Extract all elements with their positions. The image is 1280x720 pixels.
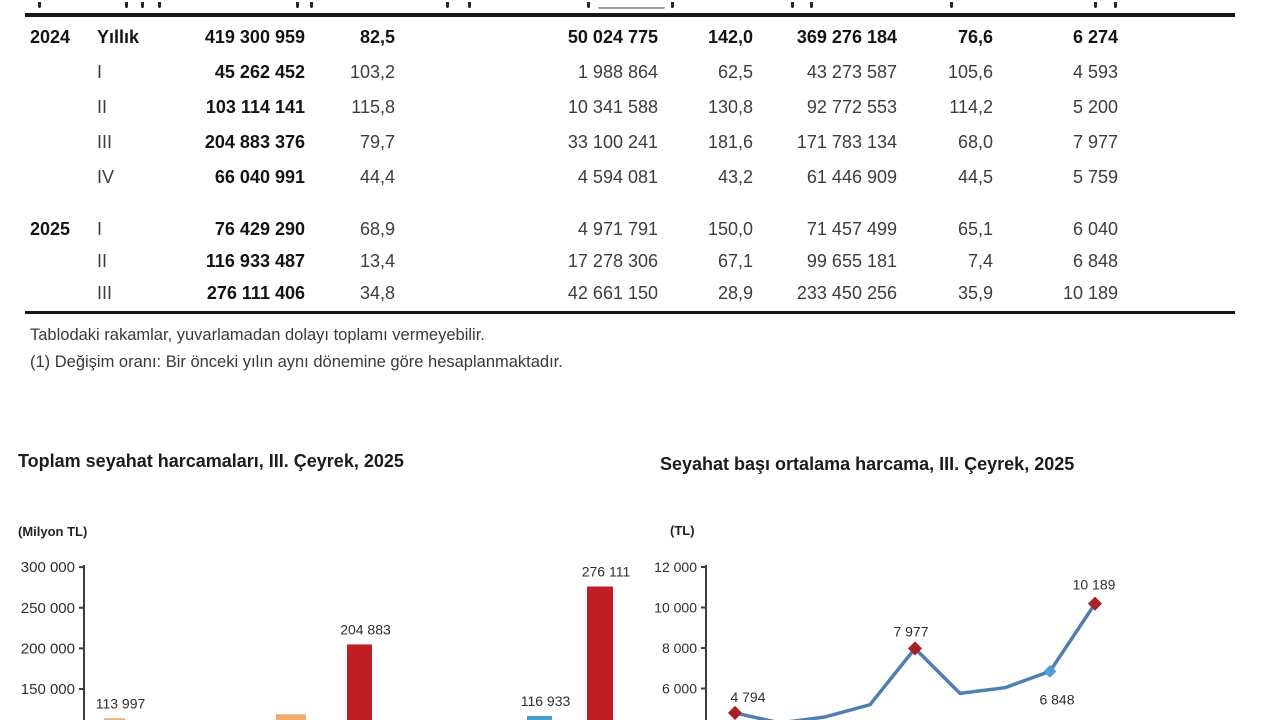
value-cell: 62,5 bbox=[717, 62, 753, 82]
value-cell: 50 024 775 bbox=[567, 27, 658, 47]
table-top-rule bbox=[25, 13, 1235, 17]
table-row bbox=[30, 125, 1118, 160]
charts-canvas bbox=[0, 500, 1280, 720]
point-value-label: 6 848 bbox=[1039, 691, 1075, 708]
bar-value-label: 276 111 bbox=[581, 563, 631, 580]
clipped-header-fragment bbox=[310, 2, 313, 8]
value-cell: 142,0 bbox=[707, 27, 753, 47]
value-cell: 44,5 bbox=[957, 167, 993, 187]
value-cell: 68,9 bbox=[359, 218, 395, 239]
value-cell: 76 429 290 bbox=[214, 218, 305, 239]
table-row bbox=[30, 90, 1118, 125]
bar-value-label: 116 933 bbox=[520, 692, 571, 709]
bar-chart-plot bbox=[21, 559, 631, 720]
value-cell: 76,6 bbox=[957, 27, 993, 47]
bar-value-label: 204 883 bbox=[340, 621, 391, 638]
value-cell: 42 661 150 bbox=[567, 282, 658, 303]
value-cell: 419 300 959 bbox=[204, 27, 305, 47]
value-cell: 10 341 588 bbox=[567, 97, 658, 117]
y-tick-label: 150 000 bbox=[20, 681, 75, 699]
clipped-header-fragment bbox=[38, 2, 41, 8]
value-cell: 276 111 406 bbox=[206, 282, 305, 303]
line-chart-unit-label: (TL) bbox=[670, 523, 695, 538]
y-tick-label: 12 000 bbox=[654, 559, 697, 575]
clipped-header-fragment bbox=[141, 2, 144, 8]
clipped-header-fragment bbox=[468, 2, 471, 8]
bar-chart-unit-label: (Milyon TL) bbox=[18, 524, 88, 539]
bar-value-label: 113 997 bbox=[95, 695, 146, 712]
value-cell: 150,0 bbox=[707, 218, 753, 239]
value-cell: 71 457 499 bbox=[806, 218, 897, 239]
value-cell: 233 450 256 bbox=[796, 282, 897, 303]
value-cell: 5 200 bbox=[1072, 97, 1118, 117]
clipped-header-fragment bbox=[587, 2, 590, 8]
period-cell: III bbox=[97, 132, 113, 152]
point-value-label: 7 977 bbox=[893, 623, 929, 640]
value-cell: 4 971 791 bbox=[577, 218, 658, 239]
value-cell: 10 189 bbox=[1062, 282, 1118, 303]
y-tick-label: 10 000 bbox=[654, 599, 697, 616]
y-tick-label: 250 000 bbox=[20, 599, 75, 617]
table-footnote-change-rate: (1) Değişim oranı: Bir önceki yılın aynı dönemine göre hesaplanmaktadır. bbox=[30, 353, 563, 371]
value-cell: 35,9 bbox=[957, 282, 993, 303]
value-cell: 17 278 306 bbox=[567, 250, 658, 271]
line-chart-title: Seyahat başı ortalama harcama, III. Çeyrek, 2025 bbox=[660, 454, 1075, 474]
clipped-header-fragment bbox=[791, 2, 794, 8]
data-table bbox=[30, 20, 1118, 309]
table-row bbox=[30, 213, 1118, 245]
table-row bbox=[30, 20, 1118, 55]
value-cell: 1 988 864 bbox=[577, 62, 658, 82]
y-tick-label: 8 000 bbox=[661, 640, 697, 656]
year-cell: 2025 bbox=[30, 218, 71, 239]
table-bottom-rule bbox=[25, 311, 1235, 314]
period-cell: II bbox=[97, 97, 108, 117]
bar bbox=[276, 714, 306, 720]
table-row bbox=[30, 277, 1118, 309]
bar bbox=[527, 716, 552, 720]
point-value-label: 10 189 bbox=[1072, 576, 1116, 593]
clipped-header-fragment bbox=[158, 2, 161, 8]
table-group-spacer bbox=[30, 195, 1118, 213]
value-cell: 43 273 587 bbox=[806, 62, 897, 82]
clipped-header-fragment bbox=[125, 2, 128, 8]
period-cell: II bbox=[97, 250, 108, 271]
table-row bbox=[30, 55, 1118, 90]
value-cell: 369 276 184 bbox=[796, 27, 897, 47]
value-cell: 114,2 bbox=[949, 97, 993, 117]
period-cell: I bbox=[97, 62, 103, 82]
bar bbox=[587, 587, 613, 720]
period-cell: IV bbox=[97, 167, 115, 187]
value-cell: 67,1 bbox=[717, 250, 753, 271]
value-cell: 33 100 241 bbox=[567, 132, 658, 152]
value-cell: 171 783 134 bbox=[796, 132, 897, 152]
year-cell: 2024 bbox=[30, 27, 71, 47]
value-cell: 103,2 bbox=[349, 62, 395, 82]
value-cell: 66 040 991 bbox=[214, 167, 305, 187]
value-cell: 43,2 bbox=[717, 167, 753, 187]
value-cell: 79,7 bbox=[359, 132, 395, 152]
y-tick-label: 300 000 bbox=[20, 559, 75, 577]
value-cell: 130,8 bbox=[707, 97, 753, 117]
clipped-header-fragment bbox=[671, 2, 674, 8]
value-cell: 34,8 bbox=[359, 282, 395, 303]
value-cell: 4 594 081 bbox=[577, 167, 658, 187]
value-cell: 99 655 181 bbox=[806, 250, 897, 271]
value-cell: 6 040 bbox=[1072, 218, 1118, 239]
table-footnote-rounding: Tablodaki rakamlar, yuvarlamadan dolayı toplamı vermeyebilir. bbox=[30, 326, 485, 344]
value-cell: 44,4 bbox=[359, 167, 395, 187]
table-row bbox=[30, 160, 1118, 195]
value-cell: 204 883 376 bbox=[204, 132, 305, 152]
clipped-header-fragment bbox=[598, 7, 665, 9]
clipped-header-fragment bbox=[446, 2, 449, 8]
bar-chart-title: Toplam seyahat harcamaları, III. Çeyrek, 2025 bbox=[18, 451, 404, 471]
value-cell: 103 114 141 bbox=[205, 97, 305, 117]
value-cell: 61 446 909 bbox=[806, 167, 897, 187]
value-cell: 65,1 bbox=[957, 218, 993, 239]
clipped-header-fragment bbox=[296, 2, 299, 8]
clipped-header-fragment bbox=[1094, 2, 1097, 8]
value-cell: 105,6 bbox=[947, 62, 993, 82]
line-chart-plot bbox=[654, 559, 1115, 720]
y-tick-label: 6 000 bbox=[661, 680, 697, 697]
clipped-header-fragment bbox=[1114, 2, 1117, 8]
value-cell: 6 848 bbox=[1072, 250, 1118, 271]
table-row bbox=[30, 245, 1118, 277]
value-cell: 116 933 487 bbox=[205, 250, 305, 271]
value-cell: 181,6 bbox=[707, 132, 753, 152]
value-cell: 115,8 bbox=[351, 97, 395, 117]
value-cell: 28,9 bbox=[717, 282, 753, 303]
period-cell: I bbox=[97, 218, 103, 239]
y-tick-label: 200 000 bbox=[20, 640, 75, 658]
value-cell: 68,0 bbox=[957, 132, 993, 152]
clipped-header-fragment bbox=[950, 2, 953, 8]
clipped-header-fragment bbox=[810, 2, 813, 8]
value-cell: 92 772 553 bbox=[806, 97, 897, 117]
value-cell: 82,5 bbox=[359, 27, 395, 47]
bar bbox=[347, 644, 372, 720]
value-cell: 5 759 bbox=[1072, 167, 1118, 187]
point-value-label: 4 794 bbox=[730, 688, 766, 705]
value-cell: 7,4 bbox=[967, 250, 993, 271]
value-cell: 6 274 bbox=[1072, 27, 1118, 47]
value-cell: 4 593 bbox=[1072, 62, 1118, 82]
value-cell: 7 977 bbox=[1072, 132, 1118, 152]
period-cell: III bbox=[97, 282, 113, 303]
value-cell: 45 262 452 bbox=[214, 62, 305, 82]
period-cell: Yıllık bbox=[97, 27, 140, 47]
value-cell: 13,4 bbox=[359, 250, 395, 271]
red-diamond-marker bbox=[728, 706, 742, 720]
